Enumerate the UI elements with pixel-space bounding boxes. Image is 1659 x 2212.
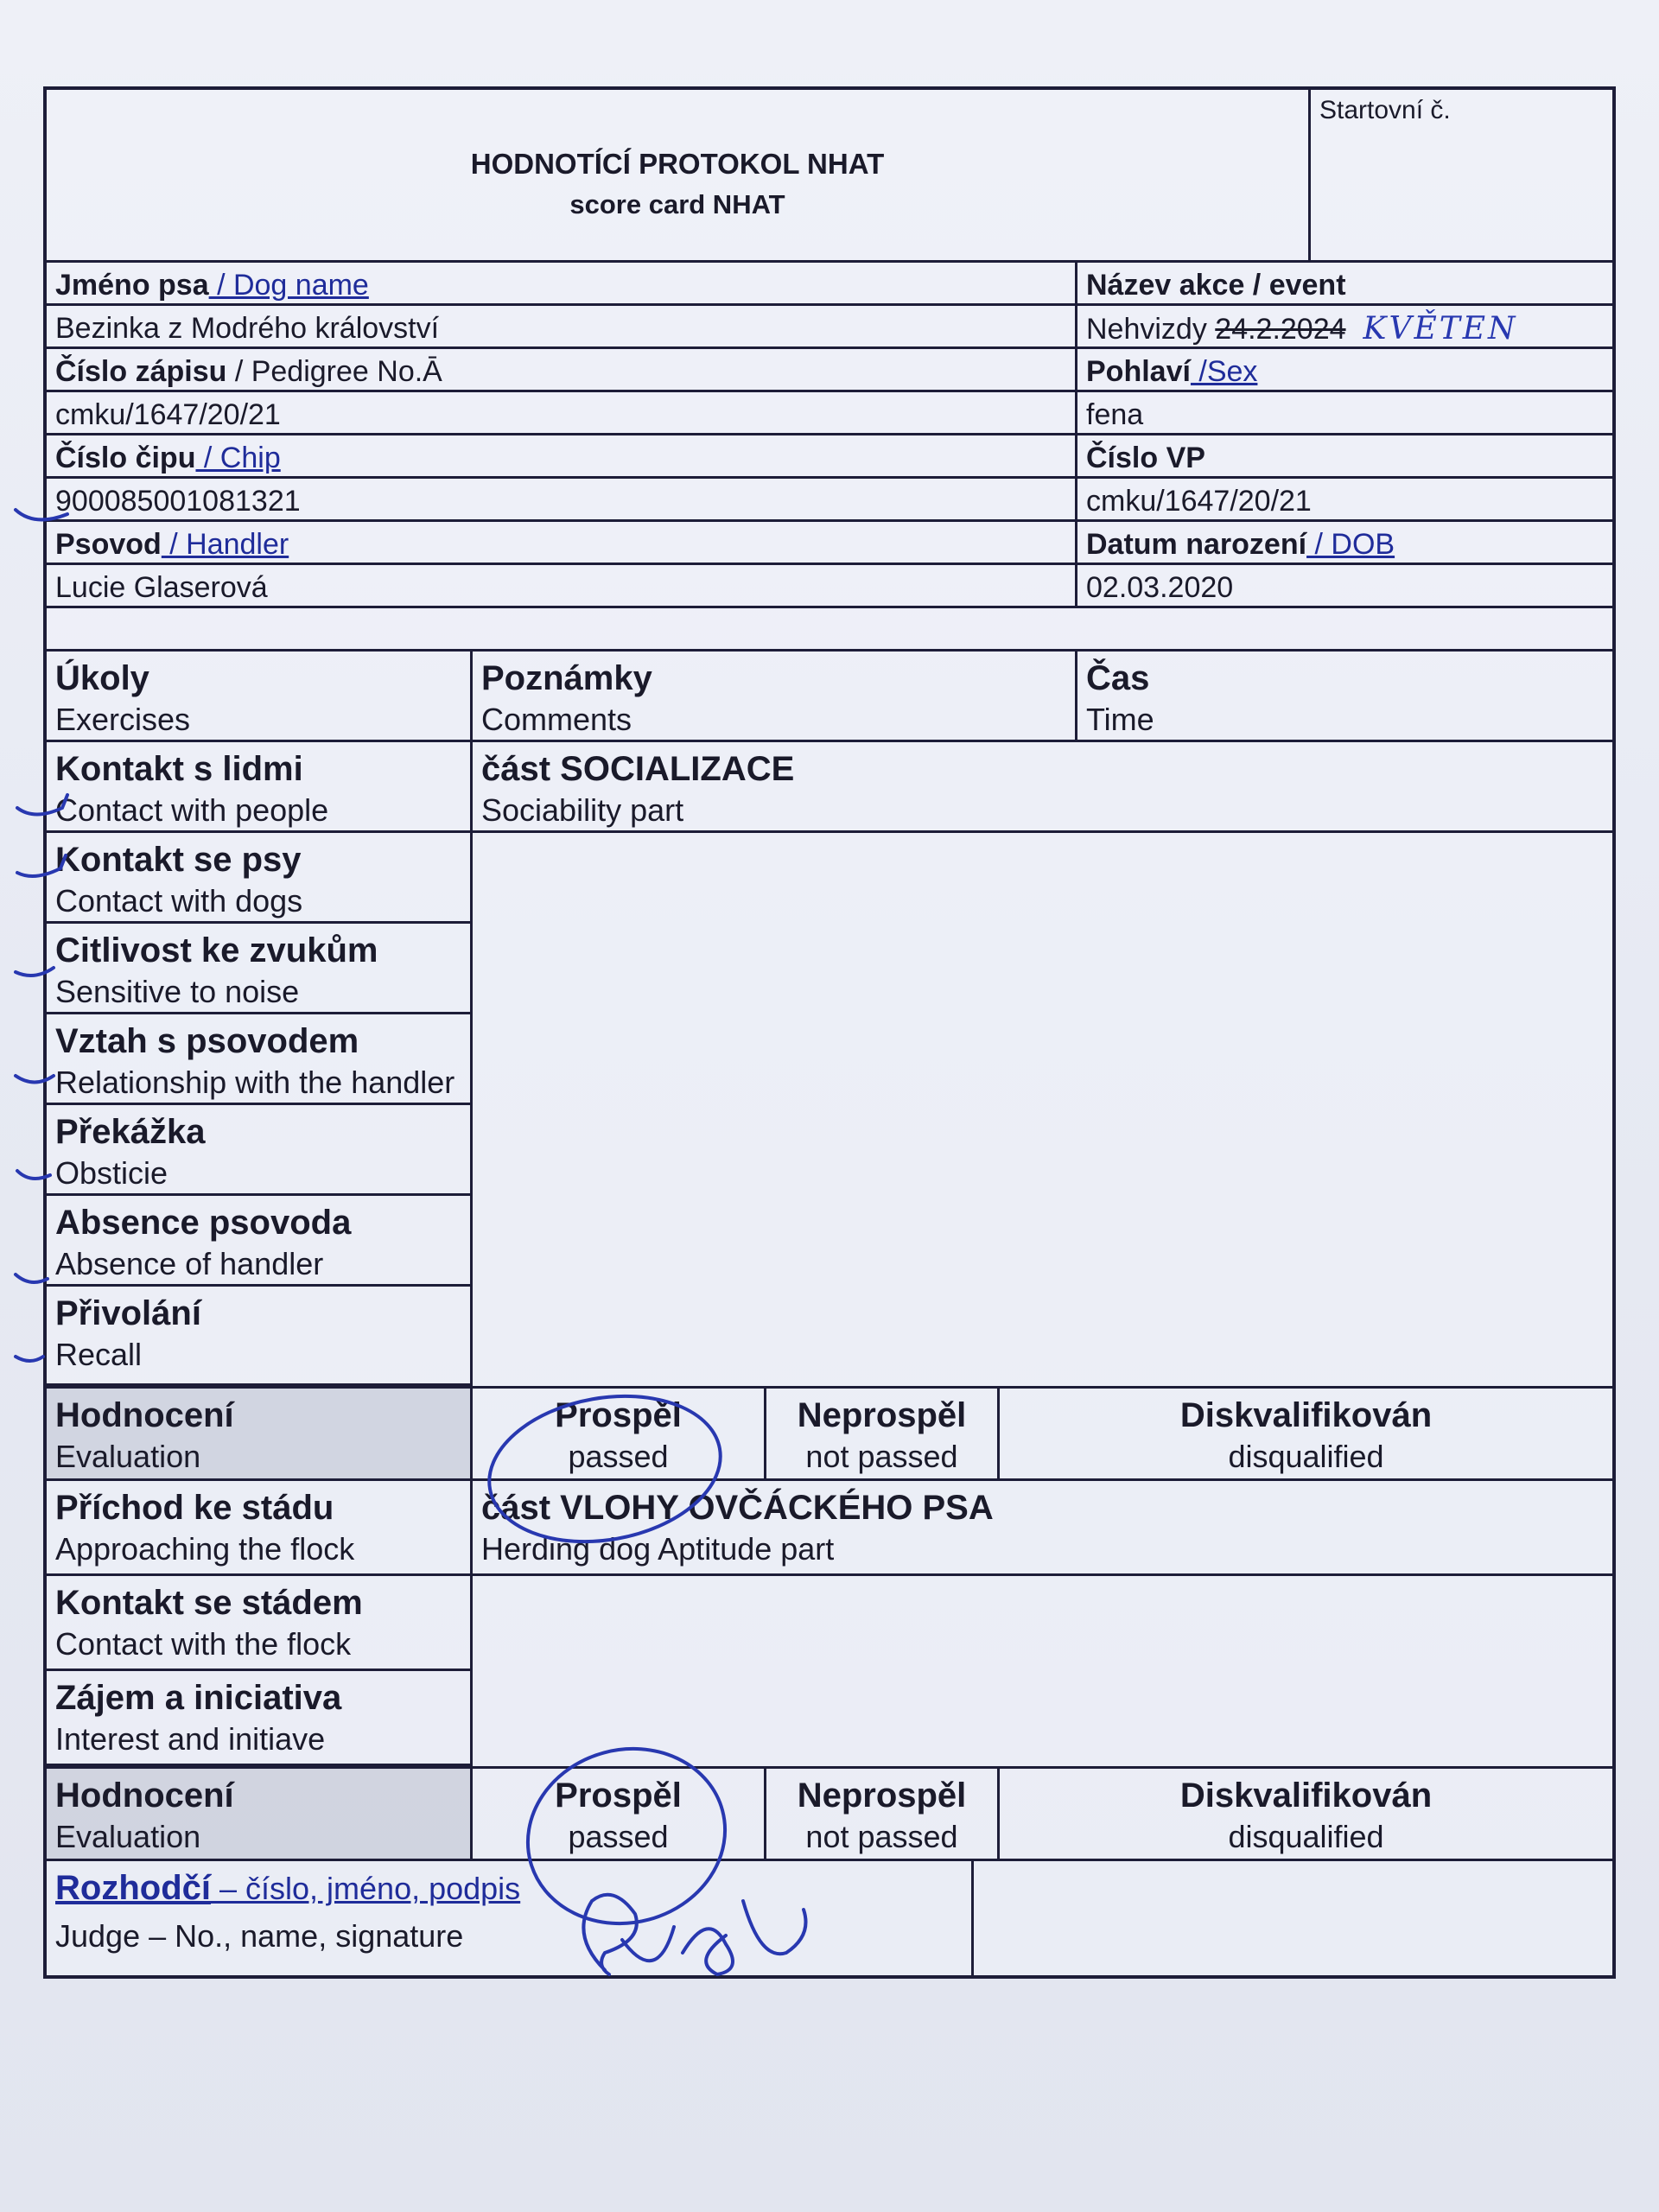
pedigree-label: Číslo zápisu [55, 355, 227, 388]
info-row-6 [47, 479, 1612, 522]
info-row-5: Číslo čipu / Chip Číslo VP [47, 435, 1612, 479]
exercise-row: Zájem a iniciativa Interest and initiave [47, 1671, 470, 1766]
exercise-row: Kontakt se stádem Contact with the flock [47, 1576, 470, 1671]
info-row-1: Jméno psa / Dog name Název akce / event [47, 263, 1612, 306]
start-number-label: Startovní č. [1319, 96, 1451, 124]
exercise-row: Kontakt se psy Contact with dogs [47, 833, 470, 924]
exercise-row: Vztah s psovodem Relationship with the handler [47, 1014, 470, 1105]
socialization-comments-area [470, 833, 1612, 1386]
dog-name-value: Bezinka z Modrého království [55, 312, 440, 345]
info-row-8 [47, 565, 1612, 608]
vp-value: cmku/1647/20/21 [1086, 485, 1312, 518]
sex-label: Pohlaví [1086, 355, 1191, 388]
judge-label: Rozhodčí [55, 1869, 211, 1907]
exercise-row: Překážka Obsticie [47, 1105, 470, 1196]
judge-row: Rozhodčí – číslo, jméno, podpis Judge – No., name, signature [47, 1861, 1612, 1975]
evaluation-row-herding: Hodnocení Evaluation Prospěl passed Neprospěl not passed Diskvalifikován disqualified [47, 1766, 1612, 1861]
evaluation-label: Hodnocení [55, 1777, 234, 1815]
not-passed-option[interactable]: Neprospěl not passed [764, 1389, 997, 1478]
not-passed-option[interactable]: Neprospěl not passed [764, 1769, 997, 1859]
exercise-row: Absence psovoda Absence of handler [47, 1196, 470, 1287]
exercise-row: Přivolání Recall [47, 1287, 470, 1386]
dob-label: Datum narození [1086, 528, 1307, 561]
socialization-part-header: část SOCIALIZACE Sociability part [470, 742, 1612, 833]
dob-value: 02.03.2020 [1086, 571, 1234, 604]
sex-value: fena [1086, 398, 1144, 431]
chip-value: 900085001081321 [55, 485, 301, 518]
chip-label: Číslo čipu [55, 442, 196, 474]
vp-label: Číslo VP [1086, 442, 1205, 474]
exercise-row: Citlivost ke zvukům Sensitive to noise [47, 924, 470, 1014]
handler-label: Psovod [55, 528, 162, 561]
exercise-row: Příchod ke stádu Approaching the flock [47, 1481, 470, 1576]
check-mark-icon [16, 1357, 43, 1361]
herding-part-header: část VLOHY OVČÁCKÉHO PSA Herding dog Aptitude part [470, 1481, 1612, 1576]
judge-signature-box[interactable] [971, 1861, 1612, 1975]
event-place: Nehvizdy [1086, 313, 1216, 346]
form-title-en: score card NHAT [569, 188, 785, 219]
herding-comments-area [470, 1576, 1612, 1766]
pedigree-value: cmku/1647/20/21 [55, 398, 281, 431]
time-heading: Čas [1086, 659, 1150, 697]
evaluation-label: Hodnocení [55, 1396, 234, 1434]
passed-option[interactable]: Prospěl passed [470, 1389, 764, 1478]
info-row-4 [47, 392, 1612, 435]
info-row-2 [47, 306, 1612, 349]
score-card-form [43, 86, 1616, 1979]
event-date-struck: 24.2.2024 [1215, 313, 1346, 346]
passed-option[interactable]: Prospěl passed [470, 1769, 764, 1859]
evaluation-row-socialization: Hodnocení Evaluation Prospěl passed Neprospěl not passed Diskvalifikován disqualified [47, 1386, 1612, 1481]
comments-heading: Poznámky [481, 659, 652, 697]
herding-exercises [47, 1481, 470, 1766]
form-title-cz: HODNOTÍCÍ PROTOKOL NHAT [470, 148, 885, 180]
exercise-row: Kontakt s lidmi Contact with people [47, 742, 470, 833]
exercises-heading: Úkoly [55, 659, 149, 697]
disqualified-option[interactable]: Diskvalifikován disqualified [997, 1769, 1612, 1859]
handler-value: Lucie Glaserová [55, 571, 268, 604]
title-row [47, 90, 1612, 263]
socialization-exercises [47, 742, 470, 1386]
event-label: Název akce / event [1086, 269, 1346, 302]
info-row-3: Číslo zápisu / Pedigree No.Ā Pohlaví /Sex [47, 349, 1612, 392]
dog-name-label: Jméno psa [55, 269, 209, 302]
disqualified-option[interactable]: Diskvalifikován disqualified [997, 1389, 1612, 1478]
spacer-row [47, 608, 1612, 652]
table-header-row: Úkoly Exercises Poznámky Comments Čas Time [47, 652, 1612, 742]
info-row-7: Psovod / Handler Datum narození / DOB [47, 522, 1612, 565]
event-date-handwritten: KVĚTEN [1363, 311, 1518, 346]
